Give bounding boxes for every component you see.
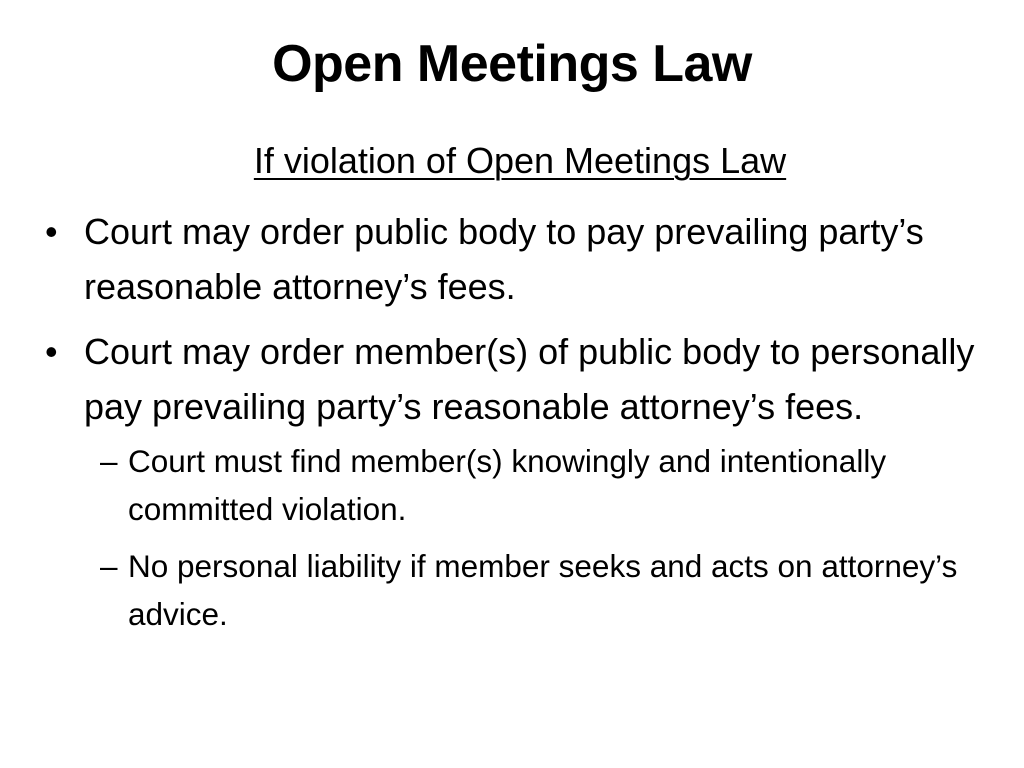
sub-bullet-item — [100, 437, 975, 533]
bullet-list — [45, 204, 975, 648]
bullet-dot-icon: • — [45, 211, 58, 252]
slide-title: Open Meetings Law — [272, 35, 752, 93]
bullet-item — [45, 324, 975, 638]
dash-icon: – — [100, 443, 118, 479]
slide-subheading: If violation of Open Meetings Law — [253, 140, 787, 181]
bullet-text: Court may order member(s) of public body to personally pay prevailing party’s reasonable attorney’s fees. — [84, 331, 975, 427]
sub-bullet-text: No personal liability if member seeks and acts on attorney’s advice. — [128, 548, 958, 632]
sub-bullet-item — [100, 542, 975, 638]
bullet-text: Court may order public body to pay prevailing party’s reasonable attorney’s fees. — [84, 211, 924, 307]
dash-icon: – — [100, 548, 118, 584]
sub-bullet-list — [100, 437, 975, 638]
bullet-dot-icon: • — [45, 331, 58, 372]
bullet-item — [45, 204, 975, 314]
sub-bullet-text: Court must find member(s) knowingly and intentionally committed violation. — [128, 443, 887, 527]
